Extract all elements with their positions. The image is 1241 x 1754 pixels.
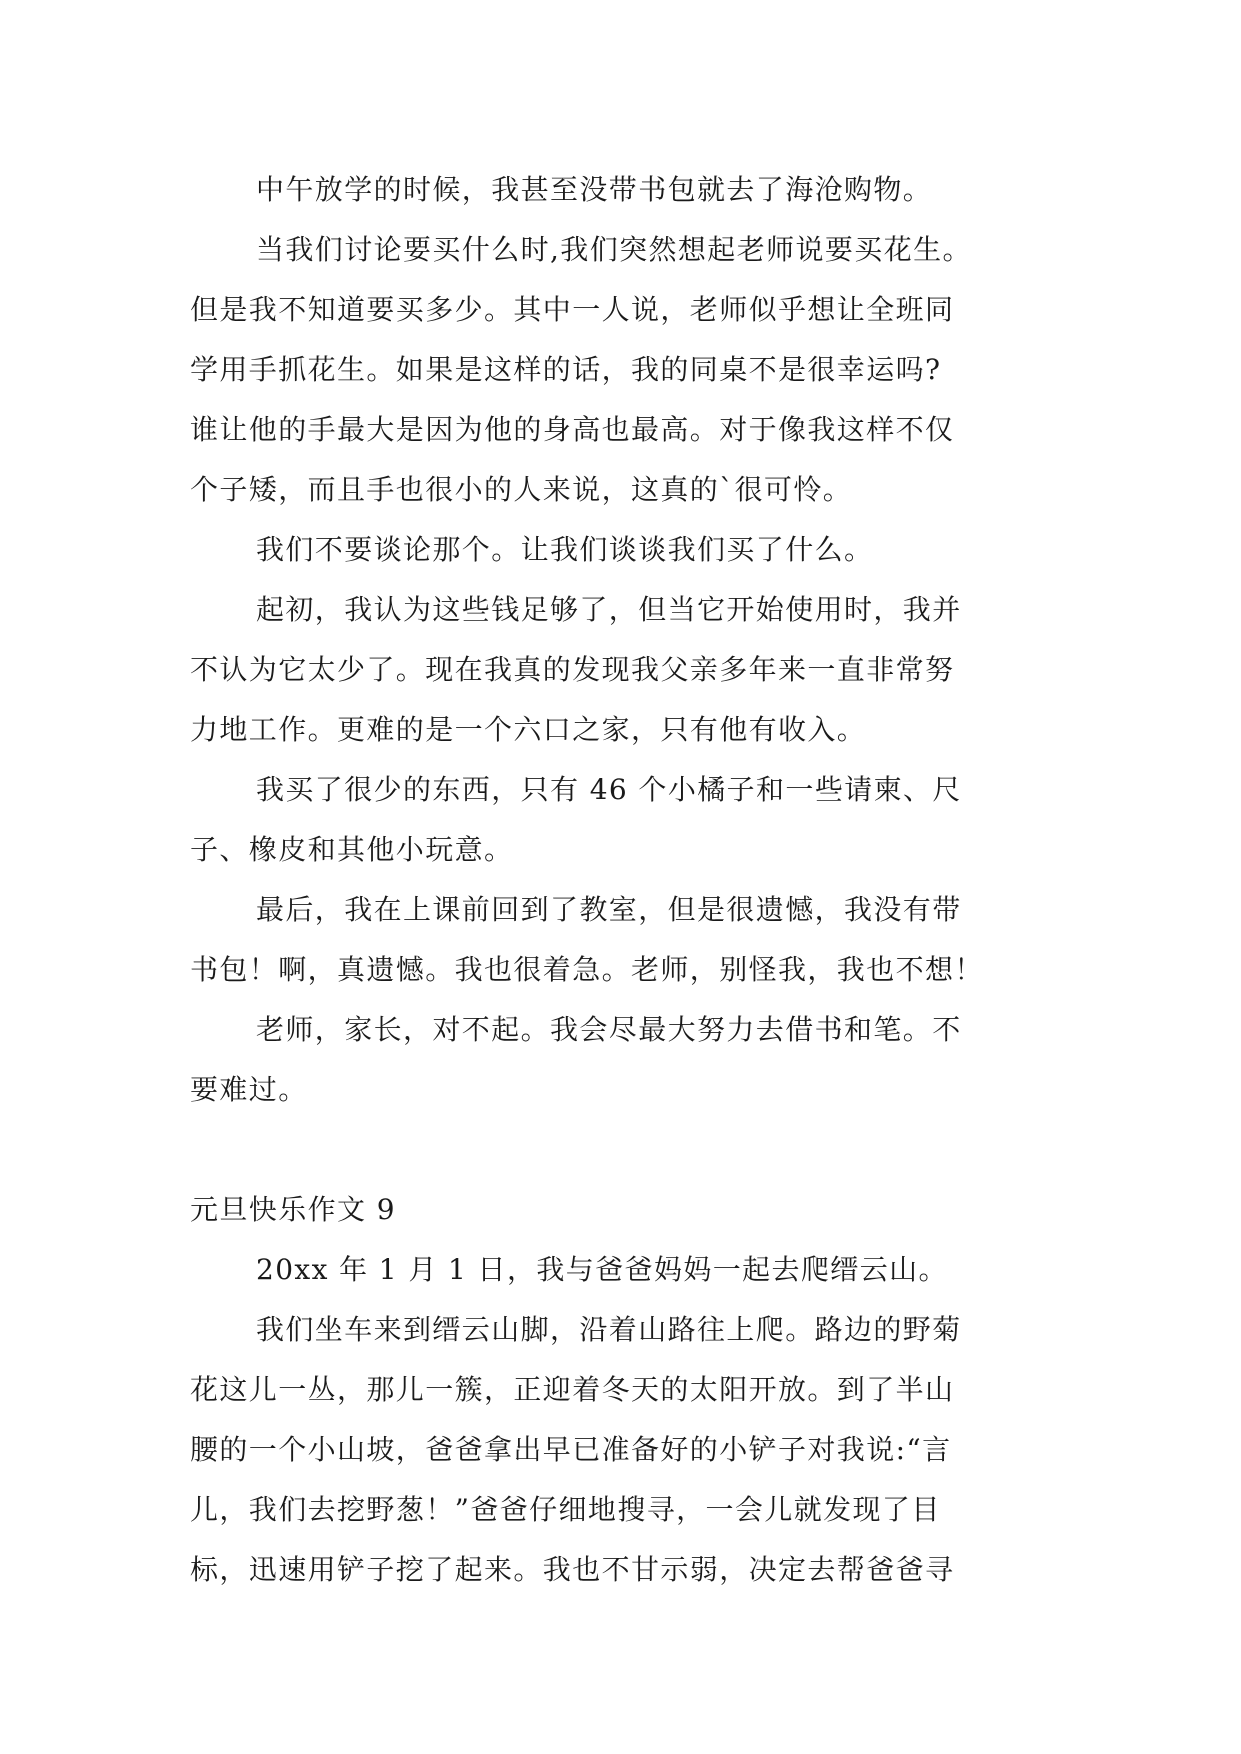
paragraph-line: 不认为它太少了。现在我真的发现我父亲多年来一直非常努: [190, 653, 955, 686]
paragraph-line: 儿，我们去挖野葱！”爸爸仔细地搜寻，一会儿就发现了目: [190, 1493, 941, 1526]
paragraph-line: 起初，我认为这些钱足够了，但当它开始使用时，我并: [256, 593, 962, 626]
paragraph-line: 腰的一个小山坡，爸爸拿出早已准备好的小铲子对我说:“言: [190, 1433, 952, 1466]
paragraph-line: 但是我不知道要买多少。其中一人说，老师似乎想让全班同: [190, 293, 955, 326]
paragraph-line: 力地工作。更难的是一个六口之家，只有他有收入。: [190, 713, 867, 746]
paragraph-line: 中午放学的时候，我甚至没带书包就去了海沧购物。: [256, 173, 933, 206]
paragraph-line: 书包！啊，真遗憾。我也很着急。老师，别怪我，我也不想！: [190, 953, 984, 986]
paragraph-line: 最后，我在上课前回到了教室，但是很遗憾，我没有带: [256, 893, 962, 926]
paragraph-line: 标，迅速用铲子挖了起来。我也不甘示弱，决定去帮爸爸寻: [190, 1553, 955, 1586]
section-title: 元旦快乐作文 9: [190, 1193, 396, 1226]
paragraph-line: 老师，家长，对不起。我会尽最大努力去借书和笔。不: [256, 1013, 962, 1046]
paragraph-line: 20xx 年 1 月 1 日，我与爸爸妈妈一起去爬缙云山。: [256, 1253, 948, 1286]
paragraph-line: 学用手抓花生。如果是这样的话，我的同桌不是很幸运吗?: [190, 353, 942, 386]
paragraph-line: 我们坐车来到缙云山脚，沿着山路往上爬。路边的野菊: [256, 1313, 962, 1346]
paragraph-line: 我们不要谈论那个。让我们谈谈我们买了什么。: [256, 533, 874, 566]
paragraph-line: 要难过。: [190, 1073, 308, 1106]
paragraph-line: 当我们讨论要买什么时,我们突然想起老师说要买花生。: [256, 233, 972, 266]
paragraph-line: 我买了很少的东西，只有 46 个小橘子和一些请柬、尺: [256, 773, 962, 806]
paragraph-line: 个子矮，而且手也很小的人来说，这真的`很可怜。: [190, 473, 853, 506]
paragraph-line: 子、橡皮和其他小玩意。: [190, 833, 514, 866]
section-spacer: [190, 1120, 1050, 1180]
document-page: [190, 160, 1050, 1600]
paragraph-line: 花这儿一丛，那儿一簇，正迎着冬天的太阳开放。到了半山: [190, 1373, 955, 1406]
paragraph-line: 谁让他的手最大是因为他的身高也最高。对于像我这样不仅: [190, 413, 955, 446]
